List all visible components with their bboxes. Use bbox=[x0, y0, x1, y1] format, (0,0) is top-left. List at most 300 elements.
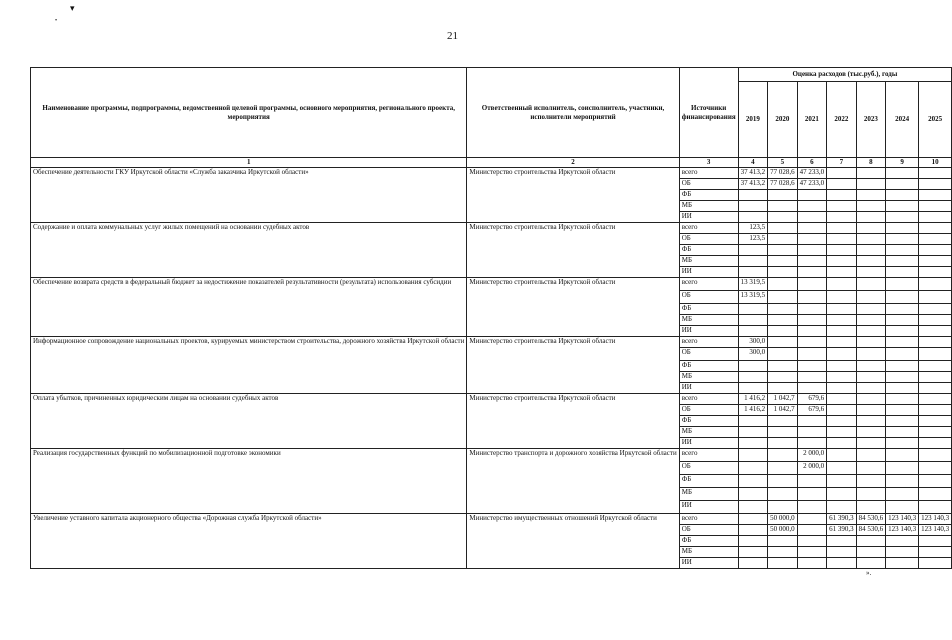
funding-source: ФБ bbox=[679, 245, 738, 256]
amount-cell bbox=[856, 256, 886, 267]
amount-cell bbox=[919, 501, 952, 514]
amount-cell bbox=[797, 501, 827, 514]
amount-cell bbox=[919, 256, 952, 267]
amount-cell bbox=[768, 234, 798, 245]
amount-cell bbox=[768, 315, 798, 326]
amount-cell: 123 140,3 bbox=[886, 525, 919, 536]
amount-cell bbox=[919, 201, 952, 212]
funding-source: ОБ bbox=[679, 179, 738, 190]
amount-cell bbox=[738, 315, 768, 326]
table-row bbox=[31, 337, 952, 348]
amount-cell bbox=[768, 291, 798, 304]
executor: Министерство строительства Иркутской области bbox=[467, 394, 679, 449]
amount-cell bbox=[738, 212, 768, 223]
amount-cell bbox=[919, 337, 952, 348]
amount-cell bbox=[738, 514, 768, 525]
amount-cell bbox=[797, 348, 827, 361]
amount-cell bbox=[797, 383, 827, 394]
amount-cell bbox=[856, 547, 886, 558]
activity-name: Обеспечение деятельности ГКУ Иркутской области «Служба заказчика Иркутской области» bbox=[31, 168, 467, 223]
amount-cell bbox=[856, 234, 886, 245]
header-year-2020: 2020 bbox=[768, 82, 798, 158]
funding-source: всего bbox=[679, 449, 738, 462]
amount-cell bbox=[827, 405, 857, 416]
amount-cell bbox=[886, 394, 919, 405]
header-year-2022: 2022 bbox=[827, 82, 857, 158]
amount-cell bbox=[827, 315, 857, 326]
amount-cell bbox=[797, 212, 827, 223]
amount-cell bbox=[886, 256, 919, 267]
amount-cell bbox=[797, 427, 827, 438]
amount-cell: 61 390,3 bbox=[827, 525, 857, 536]
amount-cell bbox=[856, 267, 886, 278]
funding-source: всего bbox=[679, 514, 738, 525]
funding-source: ОБ bbox=[679, 405, 738, 416]
funding-source: ОБ bbox=[679, 234, 738, 245]
amount-cell bbox=[827, 394, 857, 405]
funding-source: ФБ bbox=[679, 304, 738, 315]
amount-cell: 50 000,0 bbox=[768, 525, 798, 536]
amount-cell bbox=[886, 337, 919, 348]
amount-cell bbox=[768, 536, 798, 547]
column-index: 8 bbox=[856, 158, 886, 168]
amount-cell bbox=[827, 223, 857, 234]
amount-cell: 1 042,7 bbox=[768, 405, 798, 416]
amount-cell bbox=[738, 525, 768, 536]
amount-cell bbox=[856, 212, 886, 223]
column-index: 1 bbox=[31, 158, 467, 168]
amount-cell bbox=[797, 475, 827, 488]
amount-cell bbox=[856, 168, 886, 179]
amount-cell bbox=[856, 438, 886, 449]
amount-cell bbox=[768, 438, 798, 449]
funding-source: всего bbox=[679, 223, 738, 234]
amount-cell: 679,6 bbox=[797, 394, 827, 405]
column-index: 2 bbox=[467, 158, 679, 168]
funding-source: МБ bbox=[679, 488, 738, 501]
amount-cell bbox=[886, 427, 919, 438]
amount-cell bbox=[797, 416, 827, 427]
amount-cell bbox=[886, 405, 919, 416]
table-row bbox=[31, 223, 952, 234]
funding-source: ИИ bbox=[679, 501, 738, 514]
amount-cell: 13 319,5 bbox=[738, 278, 768, 291]
amount-cell bbox=[827, 558, 857, 569]
funding-source: всего bbox=[679, 394, 738, 405]
amount-cell bbox=[768, 475, 798, 488]
amount-cell: 61 390,3 bbox=[827, 514, 857, 525]
amount-cell bbox=[919, 416, 952, 427]
funding-source: ОБ bbox=[679, 348, 738, 361]
funding-source: ОБ bbox=[679, 291, 738, 304]
amount-cell bbox=[856, 223, 886, 234]
amount-cell bbox=[827, 190, 857, 201]
funding-source: ОБ bbox=[679, 525, 738, 536]
amount-cell bbox=[856, 383, 886, 394]
amount-cell bbox=[738, 304, 768, 315]
amount-cell bbox=[856, 361, 886, 372]
amount-cell bbox=[738, 201, 768, 212]
amount-cell bbox=[886, 558, 919, 569]
amount-cell bbox=[919, 488, 952, 501]
amount-cell: 2 000,0 bbox=[797, 449, 827, 462]
amount-cell: 37 413,2 bbox=[738, 179, 768, 190]
amount-cell bbox=[827, 462, 857, 475]
activity-name: Информационное сопровождение национальных проектов, курируемых министерством строительства, дорожного хозяйства Иркутской области bbox=[31, 337, 467, 394]
executor: Министерство строительства Иркутской области bbox=[467, 168, 679, 223]
amount-cell bbox=[768, 427, 798, 438]
amount-cell bbox=[919, 179, 952, 190]
amount-cell: 47 233,0 bbox=[797, 168, 827, 179]
funding-source: МБ bbox=[679, 315, 738, 326]
amount-cell: 84 530,6 bbox=[856, 514, 886, 525]
amount-cell bbox=[827, 475, 857, 488]
amount-cell bbox=[886, 501, 919, 514]
amount-cell bbox=[886, 326, 919, 337]
activity-name: Оплата убытков, причиненных юридическим лицам на основании судебных актов bbox=[31, 394, 467, 449]
column-index: 7 bbox=[827, 158, 857, 168]
amount-cell bbox=[919, 405, 952, 416]
amount-cell bbox=[827, 201, 857, 212]
amount-cell bbox=[797, 326, 827, 337]
funding-source: МБ bbox=[679, 547, 738, 558]
amount-cell bbox=[827, 372, 857, 383]
amount-cell bbox=[856, 337, 886, 348]
amount-cell: 123,5 bbox=[738, 223, 768, 234]
amount-cell bbox=[797, 234, 827, 245]
funding-source: ИИ bbox=[679, 267, 738, 278]
amount-cell bbox=[827, 416, 857, 427]
activity-name: Увеличение уставного капитала акционерного общества «Дорожная служба Иркутской области» bbox=[31, 514, 467, 569]
table-row bbox=[31, 514, 952, 525]
amount-cell bbox=[856, 291, 886, 304]
amount-cell bbox=[886, 475, 919, 488]
amount-cell bbox=[919, 278, 952, 291]
amount-cell bbox=[768, 488, 798, 501]
amount-cell bbox=[768, 337, 798, 348]
amount-cell bbox=[886, 449, 919, 462]
amount-cell: 50 000,0 bbox=[768, 514, 798, 525]
amount-cell bbox=[919, 475, 952, 488]
amount-cell bbox=[886, 315, 919, 326]
amount-cell bbox=[886, 234, 919, 245]
table-row bbox=[31, 394, 952, 405]
amount-cell bbox=[797, 547, 827, 558]
amount-cell bbox=[738, 438, 768, 449]
amount-cell bbox=[856, 201, 886, 212]
amount-cell bbox=[797, 267, 827, 278]
amount-cell bbox=[768, 501, 798, 514]
amount-cell: 1 416,2 bbox=[738, 394, 768, 405]
funding-source: МБ bbox=[679, 372, 738, 383]
funding-source: ФБ bbox=[679, 475, 738, 488]
amount-cell bbox=[738, 383, 768, 394]
funding-source: ФБ bbox=[679, 361, 738, 372]
amount-cell bbox=[738, 267, 768, 278]
amount-cell bbox=[797, 190, 827, 201]
table-row bbox=[31, 278, 952, 291]
scan-dot: • bbox=[55, 18, 58, 24]
amount-cell bbox=[827, 267, 857, 278]
header-estimate: Оценка расходов (тыс.руб.), годы bbox=[738, 68, 952, 82]
executor: Министерство строительства Иркутской области bbox=[467, 278, 679, 337]
amount-cell bbox=[919, 267, 952, 278]
amount-cell bbox=[738, 416, 768, 427]
amount-cell bbox=[886, 223, 919, 234]
amount-cell bbox=[738, 427, 768, 438]
amount-cell bbox=[738, 536, 768, 547]
funding-source: ИИ bbox=[679, 326, 738, 337]
amount-cell: 1 042,7 bbox=[768, 394, 798, 405]
amount-cell bbox=[738, 245, 768, 256]
amount-cell: 679,6 bbox=[797, 405, 827, 416]
amount-cell bbox=[856, 416, 886, 427]
amount-cell bbox=[856, 190, 886, 201]
amount-cell bbox=[797, 525, 827, 536]
amount-cell: 300,0 bbox=[738, 348, 768, 361]
column-index: 3 bbox=[679, 158, 738, 168]
column-index: 4 bbox=[738, 158, 768, 168]
amount-cell bbox=[827, 427, 857, 438]
amount-cell bbox=[797, 201, 827, 212]
amount-cell bbox=[797, 372, 827, 383]
amount-cell bbox=[919, 234, 952, 245]
amount-cell bbox=[886, 212, 919, 223]
amount-cell bbox=[768, 223, 798, 234]
amount-cell bbox=[797, 304, 827, 315]
header-year-2021: 2021 bbox=[797, 82, 827, 158]
amount-cell bbox=[886, 488, 919, 501]
amount-cell bbox=[768, 304, 798, 315]
amount-cell bbox=[919, 168, 952, 179]
amount-cell bbox=[886, 304, 919, 315]
funding-source: ИИ bbox=[679, 558, 738, 569]
amount-cell bbox=[797, 256, 827, 267]
amount-cell bbox=[827, 256, 857, 267]
amount-cell bbox=[856, 449, 886, 462]
amount-cell bbox=[827, 304, 857, 315]
amount-cell bbox=[919, 190, 952, 201]
amount-cell bbox=[768, 245, 798, 256]
amount-cell bbox=[827, 488, 857, 501]
amount-cell bbox=[797, 278, 827, 291]
amount-cell bbox=[768, 256, 798, 267]
funding-source: МБ bbox=[679, 201, 738, 212]
amount-cell bbox=[919, 348, 952, 361]
column-index: 9 bbox=[886, 158, 919, 168]
amount-cell bbox=[768, 416, 798, 427]
amount-cell bbox=[827, 383, 857, 394]
amount-cell bbox=[738, 256, 768, 267]
amount-cell bbox=[919, 315, 952, 326]
amount-cell bbox=[886, 536, 919, 547]
amount-cell bbox=[738, 372, 768, 383]
amount-cell bbox=[919, 304, 952, 315]
column-index: 10 bbox=[919, 158, 952, 168]
column-index: 6 bbox=[797, 158, 827, 168]
amount-cell bbox=[797, 315, 827, 326]
header-source: Источники финансирования bbox=[679, 68, 738, 158]
amount-cell bbox=[886, 267, 919, 278]
amount-cell bbox=[768, 190, 798, 201]
amount-cell bbox=[738, 488, 768, 501]
amount-cell bbox=[919, 427, 952, 438]
amount-cell bbox=[919, 438, 952, 449]
amount-cell bbox=[919, 361, 952, 372]
scan-mark: ▾ bbox=[70, 3, 75, 13]
funding-source: ИИ bbox=[679, 383, 738, 394]
amount-cell bbox=[856, 501, 886, 514]
amount-cell bbox=[919, 394, 952, 405]
amount-cell bbox=[919, 547, 952, 558]
executor: Министерство имущественных отношений Иркутской области bbox=[467, 514, 679, 569]
amount-cell bbox=[886, 168, 919, 179]
amount-cell: 123 140,3 bbox=[919, 525, 952, 536]
amount-cell bbox=[768, 348, 798, 361]
activity-name: Содержание и оплата коммунальных услуг жилых помещений на основании судебных актов bbox=[31, 223, 467, 278]
funding-source: МБ bbox=[679, 427, 738, 438]
amount-cell bbox=[768, 212, 798, 223]
amount-cell bbox=[919, 223, 952, 234]
amount-cell: 77 028,6 bbox=[768, 179, 798, 190]
amount-cell bbox=[856, 348, 886, 361]
amount-cell bbox=[856, 405, 886, 416]
amount-cell bbox=[856, 278, 886, 291]
amount-cell bbox=[797, 438, 827, 449]
amount-cell bbox=[886, 547, 919, 558]
amount-cell bbox=[886, 372, 919, 383]
amount-cell bbox=[856, 326, 886, 337]
amount-cell bbox=[827, 212, 857, 223]
amount-cell bbox=[886, 383, 919, 394]
amount-cell bbox=[886, 278, 919, 291]
amount-cell bbox=[856, 558, 886, 569]
page-number: 21 bbox=[447, 30, 458, 42]
amount-cell: 47 233,0 bbox=[797, 179, 827, 190]
expense-table bbox=[30, 67, 952, 569]
amount-cell bbox=[827, 168, 857, 179]
funding-source: МБ bbox=[679, 256, 738, 267]
header-name: Наименование программы, подпрограммы, ведомственной целевой программы, основного мероприятия, регионального проекта, мероприятия bbox=[31, 68, 467, 158]
amount-cell: 123 140,3 bbox=[919, 514, 952, 525]
amount-cell bbox=[827, 449, 857, 462]
amount-cell bbox=[827, 547, 857, 558]
amount-cell bbox=[827, 234, 857, 245]
amount-cell bbox=[768, 372, 798, 383]
amount-cell bbox=[886, 291, 919, 304]
header-year-2019: 2019 bbox=[738, 82, 768, 158]
amount-cell bbox=[919, 383, 952, 394]
funding-source: ФБ bbox=[679, 190, 738, 201]
amount-cell bbox=[797, 337, 827, 348]
amount-cell bbox=[827, 326, 857, 337]
amount-cell bbox=[886, 201, 919, 212]
amount-cell bbox=[797, 558, 827, 569]
funding-source: всего bbox=[679, 278, 738, 291]
amount-cell bbox=[856, 245, 886, 256]
amount-cell: 300,0 bbox=[738, 337, 768, 348]
amount-cell bbox=[856, 427, 886, 438]
amount-cell bbox=[738, 190, 768, 201]
amount-cell bbox=[886, 416, 919, 427]
amount-cell bbox=[856, 394, 886, 405]
amount-cell bbox=[919, 291, 952, 304]
amount-cell bbox=[919, 536, 952, 547]
amount-cell: 123,5 bbox=[738, 234, 768, 245]
amount-cell bbox=[919, 326, 952, 337]
amount-cell bbox=[827, 245, 857, 256]
amount-cell bbox=[856, 475, 886, 488]
amount-cell bbox=[856, 179, 886, 190]
amount-cell bbox=[797, 223, 827, 234]
funding-source: ИИ bbox=[679, 212, 738, 223]
amount-cell bbox=[797, 245, 827, 256]
amount-cell bbox=[886, 179, 919, 190]
amount-cell bbox=[768, 462, 798, 475]
executor: Министерство транспорта и дорожного хозяйства Иркутской области bbox=[467, 449, 679, 514]
column-index: 5 bbox=[768, 158, 798, 168]
amount-cell bbox=[827, 179, 857, 190]
amount-cell bbox=[738, 449, 768, 462]
funding-source: ИИ bbox=[679, 438, 738, 449]
amount-cell bbox=[738, 326, 768, 337]
amount-cell: 37 413,2 bbox=[738, 168, 768, 179]
amount-cell bbox=[738, 501, 768, 514]
amount-cell: 77 028,6 bbox=[768, 168, 798, 179]
activity-name: Реализация государственных функций по мобилизационной подготовке экономики bbox=[31, 449, 467, 514]
amount-cell bbox=[919, 558, 952, 569]
amount-cell bbox=[827, 337, 857, 348]
header-executor: Ответственный исполнитель, соисполнитель, участники, исполнители мероприятий bbox=[467, 68, 679, 158]
amount-cell bbox=[856, 372, 886, 383]
amount-cell bbox=[827, 361, 857, 372]
amount-cell bbox=[856, 488, 886, 501]
amount-cell bbox=[738, 547, 768, 558]
amount-cell bbox=[886, 462, 919, 475]
amount-cell bbox=[768, 201, 798, 212]
amount-cell bbox=[768, 547, 798, 558]
amount-cell bbox=[919, 212, 952, 223]
amount-cell bbox=[919, 245, 952, 256]
funding-source: всего bbox=[679, 337, 738, 348]
amount-cell: 123 140,3 bbox=[886, 514, 919, 525]
amount-cell bbox=[827, 348, 857, 361]
amount-cell bbox=[886, 190, 919, 201]
amount-cell: 1 416,2 bbox=[738, 405, 768, 416]
amount-cell bbox=[856, 315, 886, 326]
amount-cell: 2 000,0 bbox=[797, 462, 827, 475]
amount-cell bbox=[768, 558, 798, 569]
amount-cell bbox=[768, 383, 798, 394]
amount-cell bbox=[827, 278, 857, 291]
amount-cell bbox=[919, 372, 952, 383]
amount-cell bbox=[886, 348, 919, 361]
amount-cell bbox=[768, 361, 798, 372]
amount-cell bbox=[768, 326, 798, 337]
amount-cell bbox=[797, 361, 827, 372]
amount-cell: 13 319,5 bbox=[738, 291, 768, 304]
amount-cell bbox=[919, 462, 952, 475]
amount-cell bbox=[797, 488, 827, 501]
table-row bbox=[31, 168, 952, 179]
amount-cell bbox=[856, 462, 886, 475]
amount-cell bbox=[886, 438, 919, 449]
amount-cell bbox=[738, 475, 768, 488]
amount-cell bbox=[886, 361, 919, 372]
amount-cell: 84 530,6 bbox=[856, 525, 886, 536]
amount-cell bbox=[827, 501, 857, 514]
closing-mark: ». bbox=[866, 569, 872, 577]
